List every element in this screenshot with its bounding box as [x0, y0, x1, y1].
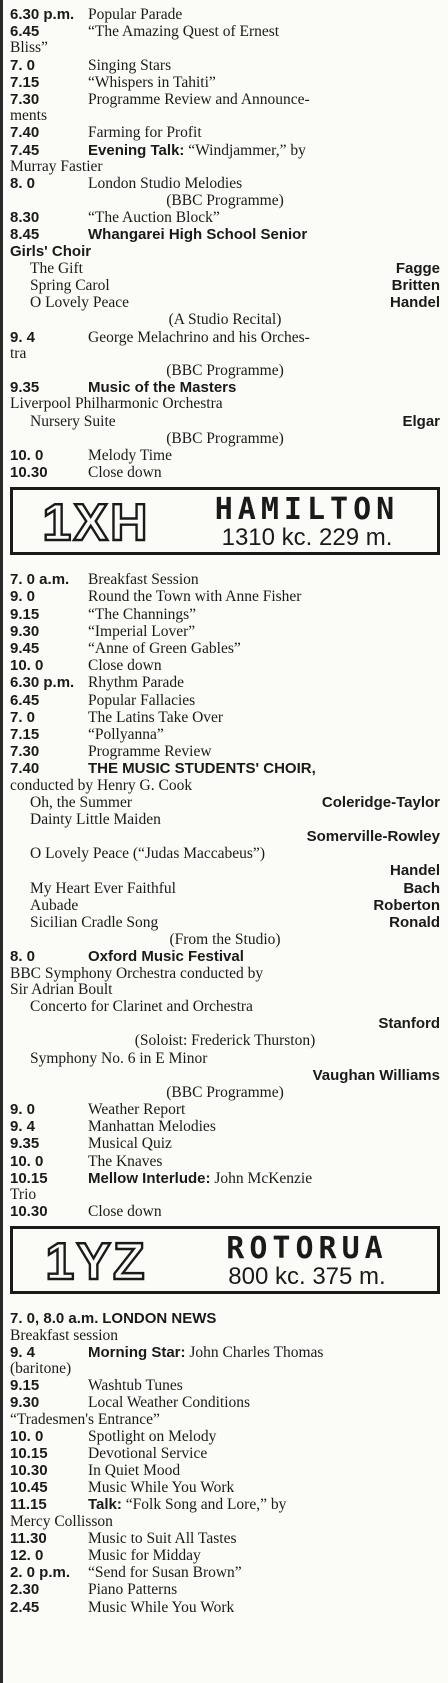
programme-title: Music While You Work [88, 1598, 235, 1616]
composer-name: Handel [389, 294, 440, 312]
continuation-line [10, 345, 440, 362]
programme-item [10, 845, 440, 862]
station-banner-hamilton [10, 487, 440, 555]
time: 7. 0 [10, 708, 36, 726]
listing-row [10, 1428, 440, 1445]
programme-title: Spotlight on Melody [88, 1427, 217, 1445]
item-title: Sicilian Cradle Song [30, 914, 159, 931]
continuation-line [10, 777, 440, 794]
item-title: Concerto for Clarinet and Orchestra [30, 997, 253, 1015]
station-logo-1yz [21, 1233, 171, 1287]
programme-title: Music to Suit All Tastes [88, 1529, 237, 1547]
programme-title: “The Auction Block” [88, 209, 220, 227]
column-rule [0, 0, 3, 1683]
time: 10.15 [10, 1444, 48, 1462]
listing-row [10, 1344, 440, 1361]
continuation-line [10, 395, 440, 412]
time: 9.15 [10, 1377, 40, 1395]
continuation-line [10, 243, 440, 260]
listing-row [10, 1462, 440, 1479]
programme-title: “Send for Susan Brown” [88, 1564, 242, 1582]
credit-text: (From the Studio) [169, 931, 281, 949]
programme-title: Manhattan Melodies [88, 1118, 216, 1136]
programme-item [10, 897, 440, 914]
continuation-line [10, 1360, 440, 1377]
programme-title: Rhythm Parade [88, 674, 184, 692]
continuation-text: Sir Adrian Boult [10, 980, 113, 998]
credit-text: (BBC Programme) [166, 192, 284, 210]
listing-row [10, 226, 440, 243]
programme-title: Washtub Tunes [88, 1377, 183, 1395]
programme-item [10, 413, 440, 430]
programme-item [10, 811, 440, 828]
listing-row [10, 571, 440, 588]
listing-row [10, 760, 440, 777]
listing-row [10, 1377, 440, 1394]
item-title: O Lovely Peace (“Judas Maccabeus”) [30, 845, 265, 863]
programme-title: Programme Review [88, 743, 212, 761]
listing-row [10, 709, 440, 726]
composer-name: Elgar [402, 412, 440, 430]
listing-row [10, 948, 440, 965]
time: 10.30 [10, 1203, 48, 1221]
time: 2.45 [10, 1598, 40, 1616]
listing-row [10, 1479, 440, 1496]
listing-row [10, 175, 440, 192]
programme-title: Piano Patterns [88, 1581, 178, 1599]
listing-row [10, 1118, 440, 1135]
time: 10.45 [10, 1479, 48, 1497]
continuation-line [10, 1186, 440, 1203]
station-name: ROTORUA [226, 1231, 388, 1267]
listing-row [10, 379, 440, 396]
programme-title: Popular Parade [88, 6, 183, 23]
credit-line [10, 311, 440, 328]
time: 11.30 [10, 1529, 47, 1547]
programme-title: George Melachrino and his Orches- [88, 328, 310, 346]
programme-item [10, 914, 440, 931]
programme-title: In Quiet Mood [88, 1462, 181, 1480]
section-1xh-hamilton [10, 571, 440, 1220]
continuation-text: conducted by Henry G. Cook [10, 776, 193, 794]
programme-item [10, 260, 440, 277]
listing-row [10, 447, 440, 464]
programme-title: “The Channings” [88, 605, 197, 623]
time: 8. 0 [10, 174, 36, 192]
highlight-title: Oxford Music Festival [88, 948, 244, 966]
station-name: HAMILTON [214, 492, 400, 528]
programme-title: Close down [88, 657, 162, 675]
highlight-title: Evening Talk: [88, 141, 185, 159]
continuation-line [10, 965, 440, 982]
time: 9.35 [10, 379, 40, 397]
time: 9.35 [10, 1135, 40, 1153]
credit-text: (BBC Programme) [166, 361, 284, 379]
programme-title: “The Amazing Quest of Ernest [88, 23, 280, 41]
programme-column [10, 6, 440, 1616]
credit-text: (Soloist: Frederick Thurston) [134, 1032, 316, 1050]
continuation-line [10, 158, 440, 175]
time: 8. 0 [10, 948, 36, 966]
time: 10.30 [10, 1462, 48, 1480]
time: 9.15 [10, 605, 40, 623]
programme-title: Melody Time [88, 446, 172, 464]
continuation-text: tra [10, 344, 27, 362]
time: 7.40 [10, 760, 40, 778]
programme-title: Close down [88, 464, 162, 482]
listing-row [10, 674, 440, 691]
item-title: O Lovely Peace [30, 294, 129, 312]
composer-line [10, 828, 440, 845]
programme-title: “Anne of Green Gables” [88, 640, 241, 657]
credit-text: (BBC Programme) [166, 429, 284, 447]
listing-row [10, 1170, 440, 1187]
time: 7. 0, 8.0 a.m. [10, 1310, 99, 1328]
composer-name: Stanford [378, 1015, 440, 1033]
station-logo-1xh [21, 494, 171, 548]
listing-row [10, 23, 440, 40]
time: 7. 0 a.m. [10, 571, 70, 589]
highlight-title: Music of the Masters [88, 379, 237, 397]
programme-title: Programme Review and Announce- [88, 90, 310, 108]
programme-item [10, 880, 440, 897]
listing-row [10, 74, 440, 91]
item-title: Oh, the Summer [30, 793, 133, 811]
listing-row [10, 1153, 440, 1170]
programme-title: Round the Town with Anne Fisher [88, 588, 302, 606]
time: 9. 4 [10, 1343, 36, 1361]
programme-item [10, 277, 440, 294]
highlight-title: Morning Star: [88, 1343, 186, 1361]
item-title: Spring Carol [30, 277, 110, 294]
composer-name: Fagge [395, 259, 440, 277]
highlight-title: Talk: [88, 1496, 122, 1514]
continuation-line [10, 981, 440, 998]
programme-item [10, 998, 440, 1015]
section-1ya-evening [10, 6, 440, 481]
item-title: The Gift [30, 259, 83, 277]
time: 9. 0 [10, 588, 36, 606]
programme-title: The Knaves [88, 1152, 163, 1170]
programme-title: “Imperial Lover” [88, 622, 196, 640]
programme-title: Singing Stars [88, 56, 172, 74]
continuation-text: ments [10, 107, 48, 125]
continuation-line [10, 1327, 440, 1344]
time: 10. 0 [10, 657, 44, 675]
time: 11.15 [10, 1496, 47, 1514]
continuation-line [10, 1411, 440, 1428]
credit-line [10, 192, 440, 209]
credit-line [10, 430, 440, 447]
listing-row [10, 1101, 440, 1118]
listing-row [10, 1547, 440, 1564]
composer-line [10, 862, 440, 879]
station-call-sign: 1YZ [45, 1233, 147, 1288]
listing-row [10, 1599, 440, 1616]
listing-row [10, 1564, 440, 1581]
time: 6.30 p.m. [10, 6, 75, 23]
station-call-sign: 1XH [42, 494, 150, 549]
time: 10. 0 [10, 1152, 44, 1170]
credit-text: (A Studio Recital) [168, 311, 282, 329]
time: 7.45 [10, 141, 40, 159]
credit-line [10, 1084, 440, 1101]
time: 2. 0 p.m. [10, 1564, 71, 1582]
listing-row [10, 1394, 440, 1411]
composer-name: Coleridge-Taylor [321, 793, 440, 811]
programme-title: Music While You Work [88, 1479, 235, 1497]
listing-row [10, 464, 440, 481]
time: 2.30 [10, 1581, 40, 1599]
composer-name: Somerville-Rowley [306, 828, 440, 846]
time: 7.15 [10, 73, 40, 91]
section-1yz-rotorua [10, 1310, 440, 1615]
programme-title: “Whispers in Tahiti” [88, 73, 216, 91]
listing-row [10, 726, 440, 743]
item-title: Nursery Suite [30, 412, 116, 430]
highlight-title: LONDON NEWS [102, 1310, 217, 1328]
listing-row [10, 657, 440, 674]
programme-title: London Studio Melodies [88, 174, 243, 192]
time: 12. 0 [10, 1547, 44, 1564]
programme-title: John McKenzie [210, 1169, 313, 1187]
listing-row [10, 91, 440, 108]
programme-title: Local Weather Conditions [88, 1394, 251, 1412]
highlight-title: Mellow Interlude: [88, 1169, 211, 1187]
programme-title: Popular Fallacies [88, 691, 196, 709]
time: 9.30 [10, 622, 40, 640]
listing-row [10, 6, 440, 23]
time: 8.45 [10, 226, 40, 244]
continuation-line [10, 107, 440, 124]
time: 7.40 [10, 124, 40, 142]
time: 8.30 [10, 209, 40, 227]
station-banner-rotorua [10, 1226, 440, 1294]
station-frequency: 1310 kc. 229 m. [221, 524, 393, 552]
time: 10.15 [10, 1169, 48, 1187]
credit-line [10, 931, 440, 948]
time: 6.45 [10, 691, 40, 709]
composer-line [10, 1015, 440, 1032]
time: 10. 0 [10, 1427, 44, 1445]
highlight-title: THE MUSIC STUDENTS' CHOIR, [88, 760, 316, 778]
listing-row [10, 692, 440, 709]
item-title: Symphony No. 6 in E Minor [30, 1049, 208, 1067]
listing-row [10, 1203, 440, 1220]
programme-title: Farming for Profit [88, 124, 202, 142]
programme-title: Breakfast Session [88, 571, 199, 589]
listing-row [10, 329, 440, 346]
programme-title: “Folk Song and Lore,” by [121, 1496, 287, 1514]
continuation-bold-text: Girls' Choir [10, 242, 92, 260]
programme-title: “Windjammer,” by [184, 141, 306, 159]
continuation-text: Liverpool Philharmonic Orchestra [10, 395, 223, 413]
listing-row [10, 57, 440, 74]
listing-row [10, 124, 440, 141]
time: 7.30 [10, 90, 40, 108]
listing-row [10, 606, 440, 623]
composer-name: Vaughan Williams [312, 1066, 440, 1084]
composer-name: Britten [391, 277, 440, 294]
continuation-line [10, 39, 440, 56]
programme-title: Musical Quiz [88, 1135, 172, 1153]
item-title: My Heart Ever Faithful [30, 879, 176, 897]
composer-name: Handel [389, 862, 440, 880]
listing-row [10, 209, 440, 226]
item-title: Dainty Little Maiden [30, 810, 161, 828]
programme-title: Music for Midday [88, 1547, 201, 1564]
time: 7.30 [10, 743, 40, 761]
listing-row [10, 142, 440, 159]
highlight-title: Whangarei High School Senior [88, 226, 308, 244]
listing-row [10, 1445, 440, 1462]
time: 6.30 p.m. [10, 674, 75, 692]
programme-title: Devotional Service [88, 1444, 208, 1462]
listing-row [10, 1581, 440, 1598]
continuation-text: Breakfast session [10, 1326, 119, 1344]
time: 10.30 [10, 464, 48, 482]
continuation-text: “Tradesmen's Entrance” [10, 1410, 160, 1428]
composer-name: Bach [403, 879, 440, 897]
continuation-line [10, 1513, 440, 1530]
programme-item [10, 794, 440, 811]
listing-row [10, 1310, 440, 1327]
continuation-text: (baritone) [10, 1359, 72, 1377]
listing-row [10, 1135, 440, 1152]
composer-name: Ronald [389, 914, 440, 931]
continuation-text: Trio [10, 1186, 37, 1203]
listing-row [10, 1496, 440, 1513]
time: 9. 0 [10, 1101, 36, 1119]
time: 9. 4 [10, 1118, 36, 1136]
continuation-text: Murray Fastier [10, 157, 103, 175]
programme-title: John Charles Thomas [185, 1343, 324, 1361]
time: 10. 0 [10, 446, 44, 464]
item-title: Aubade [30, 896, 79, 914]
composer-name: Roberton [373, 896, 440, 914]
programme-item [10, 294, 440, 311]
time: 7. 0 [10, 56, 36, 74]
credit-text: (BBC Programme) [166, 1083, 284, 1101]
programme-title: “Pollyanna” [88, 725, 164, 743]
continuation-text: Bliss” [10, 39, 48, 57]
programme-title: Close down [88, 1203, 162, 1221]
programme-title: The Latins Take Over [88, 708, 224, 726]
listing-row [10, 743, 440, 760]
listing-row [10, 1530, 440, 1547]
programme-item [10, 1050, 440, 1067]
time: 9. 4 [10, 328, 36, 346]
composer-line [10, 1067, 440, 1084]
time: 7.15 [10, 725, 40, 743]
credit-line [10, 362, 440, 379]
listing-row [10, 588, 440, 605]
credit-line [10, 1032, 440, 1049]
continuation-text: BBC Symphony Orchestra conducted by [10, 964, 264, 982]
listing-row [10, 623, 440, 640]
listing-row [10, 640, 440, 657]
time: 9.45 [10, 640, 40, 657]
time: 9.30 [10, 1394, 40, 1412]
time: 6.45 [10, 23, 40, 41]
programme-title: Weather Report [88, 1101, 186, 1119]
station-frequency: 800 kc. 375 m. [228, 1263, 386, 1291]
continuation-text: Mercy Collisson [10, 1512, 113, 1530]
